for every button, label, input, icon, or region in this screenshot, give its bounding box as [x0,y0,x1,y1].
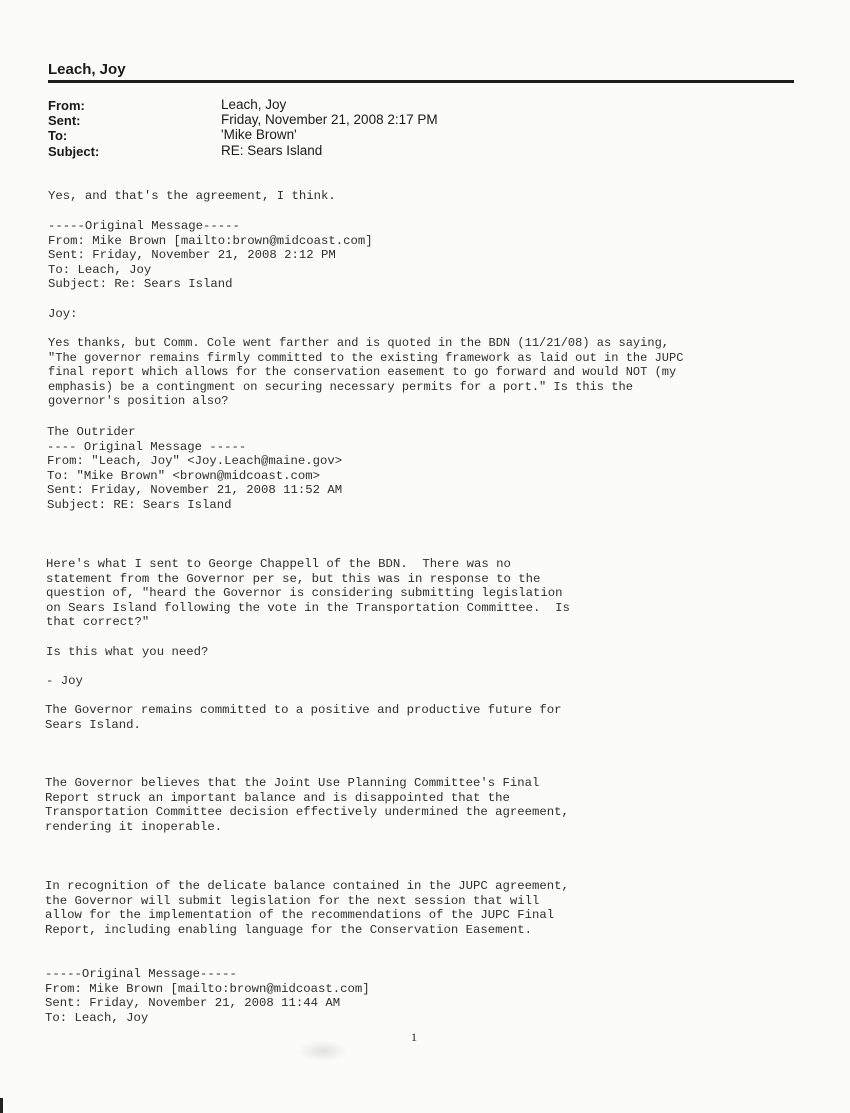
mike-brown-message: Yes thanks, but Comm. Cole went farther and is quoted in the BDN (11/21/08) as saying, "The governor remains firmly committed to the existing framework as laid out in the JUPC final report which allows for the conservation easement to go forward and would NOT (my emphasis) be a contingment on securing necessary permits for a port." Is this the governor's position also? [48,336,684,408]
subject-label: Subject: [48,144,100,159]
sender-name-heading: Leach, Joy [48,61,126,78]
page-number: 1 [411,1030,417,1044]
governor-statement-3: In recognition of the delicate balance contained in the JUPC agreement, the Governor will submit legislation for the next session that will allow for the implementation of the recommendations of the JUPC Final Report, including enabling language for the Conservation Easement. [45,879,569,937]
from-value: Leach, Joy [221,97,287,112]
governor-statement-2: The Governor believes that the Joint Use Planning Committee's Final Report struck an important balance and is disappointed that the Transportation Committee decision effectively undermined the agreement, rendering it inoperable. [45,776,569,834]
reply-text: Yes, and that's the agreement, I think. [48,189,336,203]
header-divider [48,80,794,83]
governor-statement-1: The Governor remains committed to a positive and productive future for Sears Island. [45,703,562,732]
question-line: Is this what you need? [46,645,209,659]
joy-message: Here's what I sent to George Chappell of the BDN. There was no statement from the Governor per se, but this was in response to the question of, "heard the Governor is considering submitting legislation on Sears Island following the vote in the Transportation Committee. Is that correct?" [46,557,570,629]
to-label: To: [48,128,68,143]
sent-value: Friday, November 21, 2008 2:17 PM [221,112,438,127]
scan-edge-mark [0,1098,3,1113]
scan-smudge [298,1040,348,1062]
quoted-header-1: -----Original Message----- From: Mike Brown [mailto:brown@midcoast.com] Sent: Friday, November 21, 2008 2:12 PM To: Leach, Joy Subject: Re: Sears Island [48,219,373,291]
from-label: From: [48,98,85,113]
signoff: - Joy [46,674,83,688]
quoted-header-2: The Outrider ---- Original Message ----- From: "Leach, Joy" <Joy.Leach@maine.gov> To: "Mike Brown" <brown@midcoast.com> Sent: Friday, November 21, 2008 11:52 AM Subject: RE: Sears Island [47,425,343,512]
quoted-header-3: -----Original Message----- From: Mike Brown [mailto:brown@midcoast.com] Sent: Friday, November 21, 2008 11:44 AM To: Leach, Joy [45,967,370,1025]
to-value: 'Mike Brown' [221,127,297,142]
sent-label: Sent: [48,113,81,128]
greeting: Joy: [48,307,78,321]
subject-value: RE: Sears Island [221,143,323,158]
